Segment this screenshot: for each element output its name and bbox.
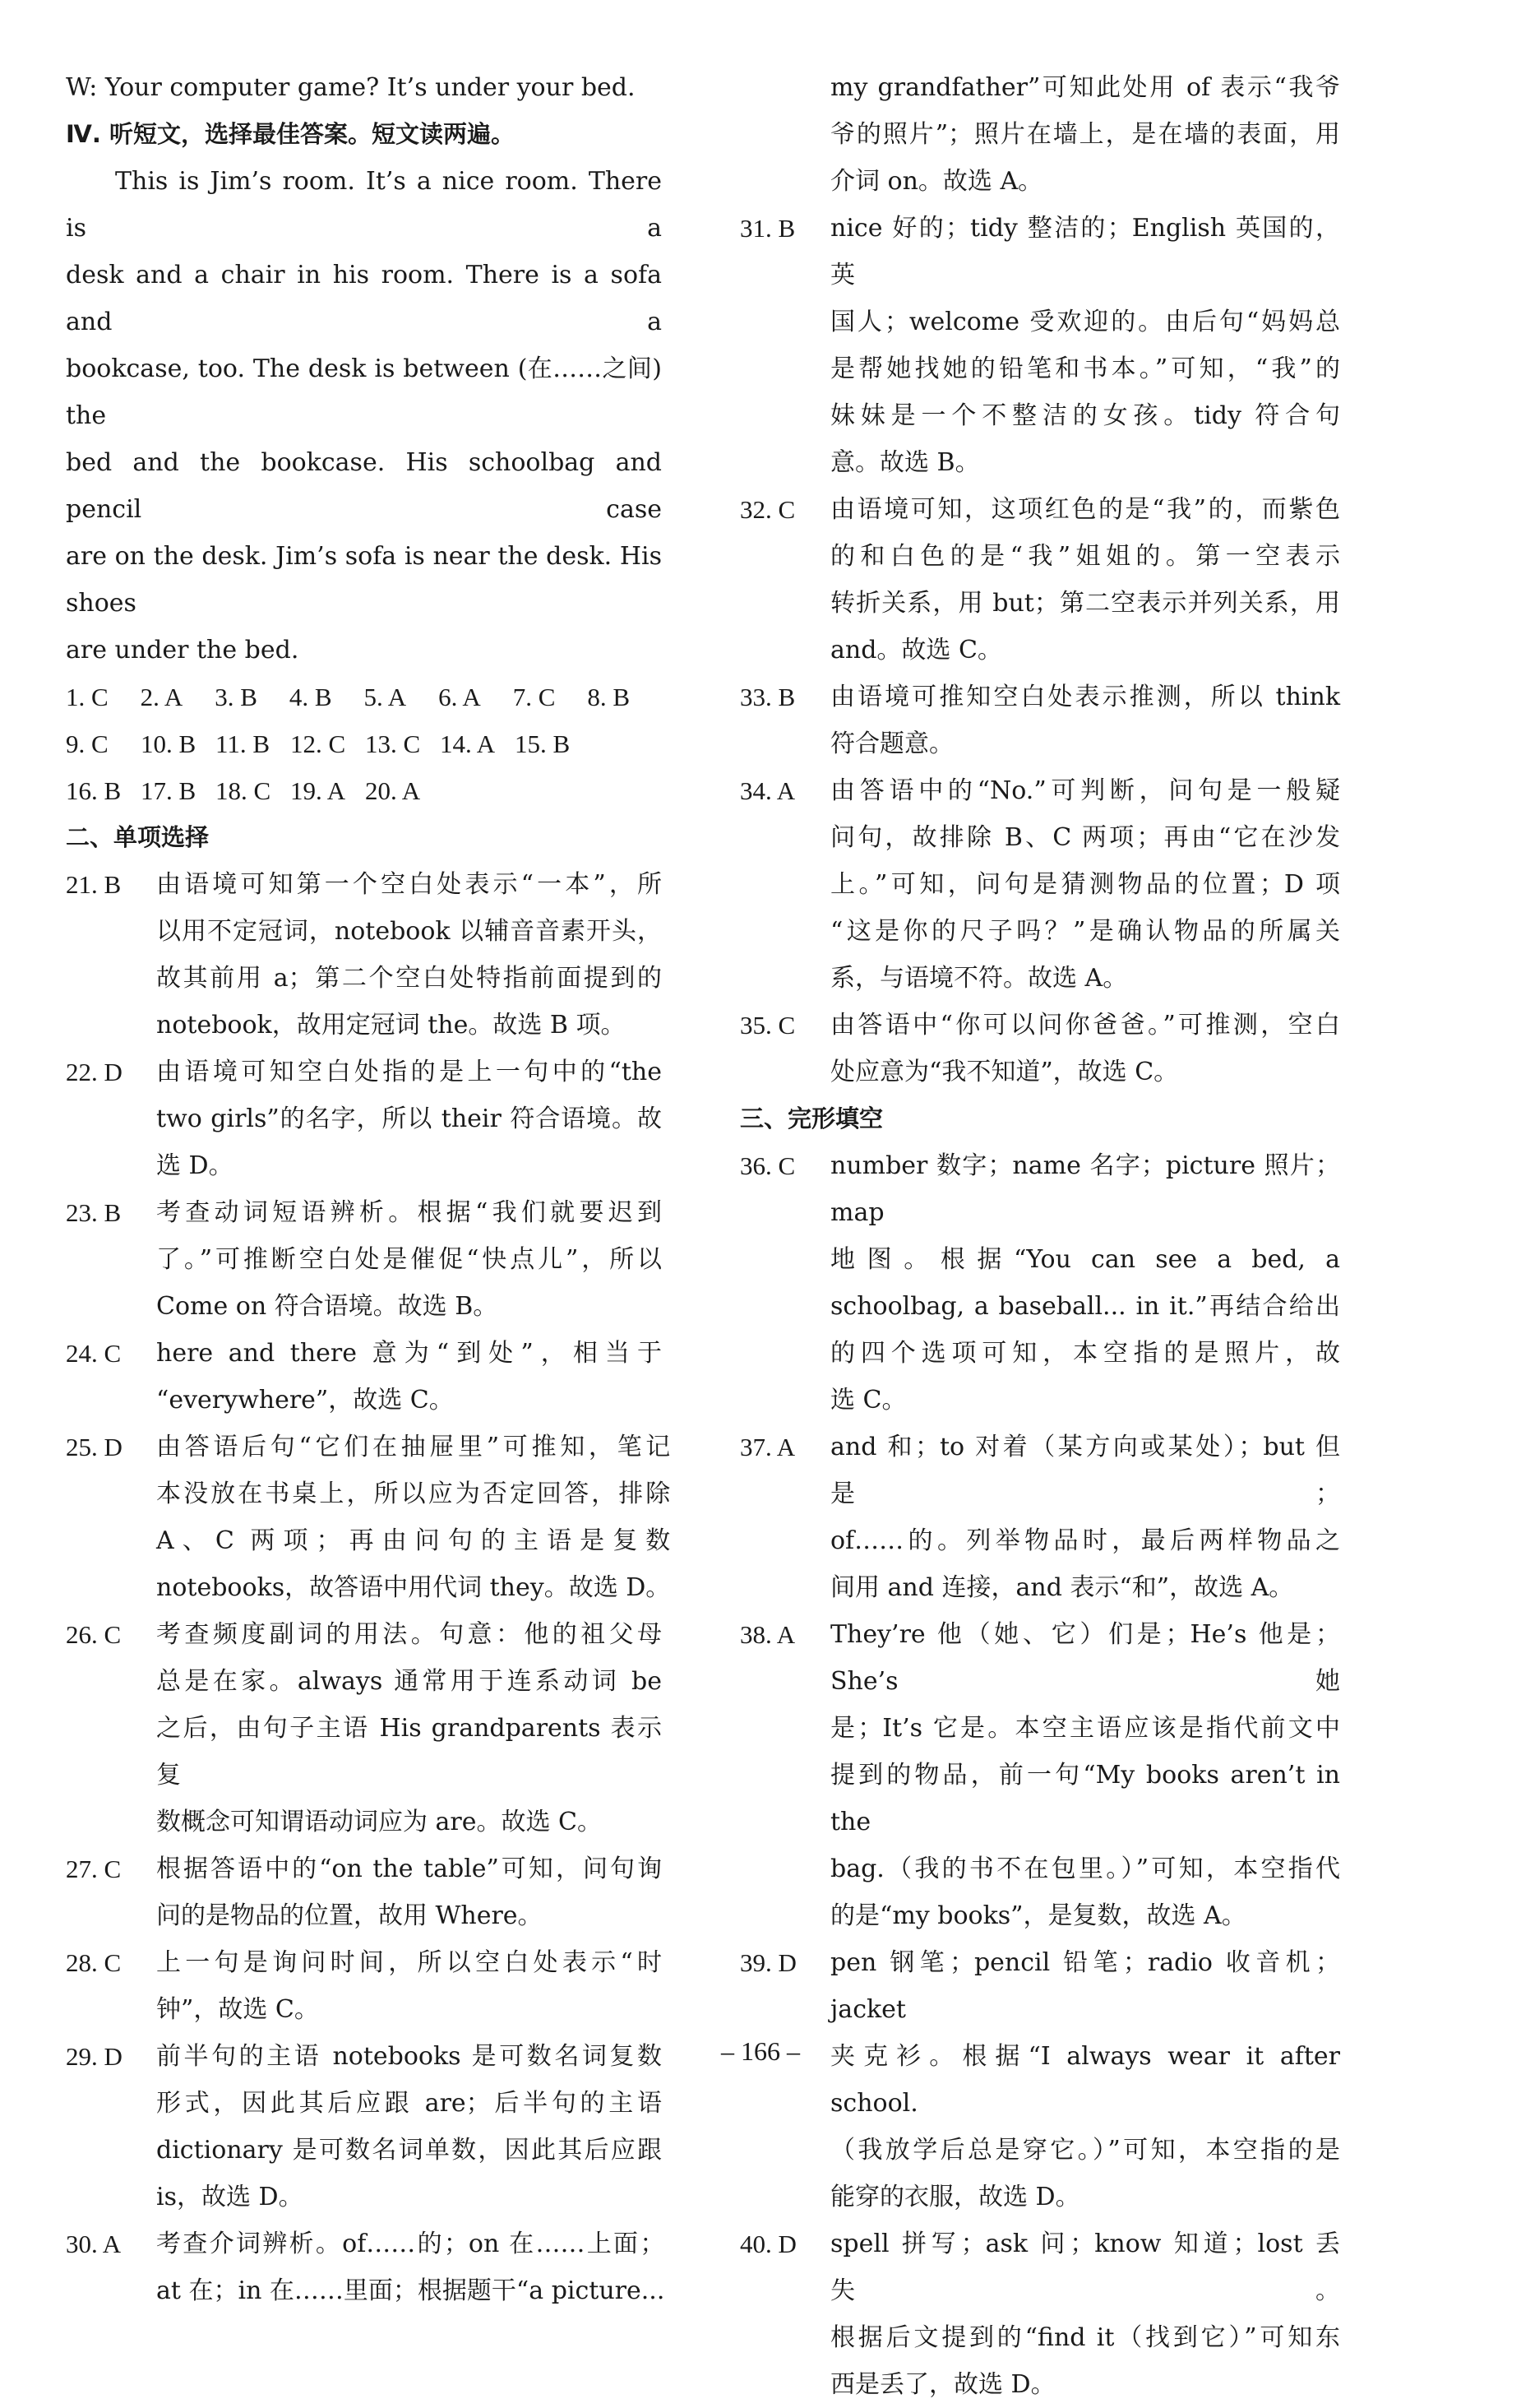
item-line: 本没放在书桌上，所以应为否定回答，排除: [156, 1480, 671, 1508]
item-line: two girls”的名字，所以 their 符合语境。故: [156, 1104, 662, 1133]
item-line: 由语境可推知空白处表示推测，所以 think: [830, 683, 1340, 711]
answer-row: [66, 720, 662, 767]
item-line: 由语境可知空白处指的是上一句中的“the: [156, 1058, 662, 1086]
answer: 5. A: [363, 683, 407, 711]
answer: 19. A: [290, 776, 346, 805]
item-line: 的是“my books”，是复数，故选 A。: [830, 1901, 1246, 1930]
explanation-item: [66, 1189, 662, 1330]
item-line: 是；It’s 它是。本空主语应该是指代前文中: [830, 1714, 1340, 1743]
answer: 17. B: [141, 776, 196, 805]
item-number: 38. A: [740, 1620, 796, 1649]
item-number: 35. C: [740, 1011, 796, 1040]
item-line: 了。”可推断空白处是催促“快点儿”，所以: [156, 1245, 662, 1274]
explanation-item: [66, 1049, 662, 1189]
passage-line: are on the desk. Jim’s sofa is near the desk. His shoes: [66, 542, 662, 618]
item-number: 34. A: [740, 776, 796, 805]
answer: 11. B: [215, 729, 270, 758]
explanation-item: [740, 2220, 1340, 2408]
item-number: 26. C: [66, 1620, 122, 1649]
explanation-item: [66, 2220, 665, 2314]
answer: 2. A: [140, 683, 183, 711]
answer-row: [66, 767, 662, 814]
item-line: “everywhere”，故选 C。: [156, 1386, 454, 1415]
item-line: 数概念可知谓语动词应为 are。故选 C。: [156, 1808, 603, 1836]
item-line: 地图。根据“You can see a bed, a: [830, 1245, 1340, 1274]
item-number: 21. B: [66, 870, 122, 899]
answer: 14. A: [440, 729, 496, 758]
answer: 12. C: [290, 729, 346, 758]
item-line: 提到的物品，前一句“My books aren’t in the: [830, 1761, 1340, 1836]
item-line: 介词 on。故选 A。: [830, 167, 1043, 196]
explanation-item: [740, 767, 1340, 1002]
item-line: 是帮她找她的铅笔和书本。”可知，“我”的: [830, 354, 1340, 383]
explanation-item: [740, 205, 1340, 486]
explanation-item: [740, 1611, 1340, 1939]
item-line: 考查频度副词的用法。句意：他的祖父母: [156, 1620, 662, 1649]
item-number: 27. C: [66, 1855, 122, 1883]
item-line: （我放学后总是穿它。）”可知，本空指的是: [830, 2136, 1340, 2165]
item-line: 转折关系，用 but；第二空表示并列关系，用: [830, 589, 1340, 618]
item-line: 间用 and 连接，and 表示“和”，故选 A。: [830, 1573, 1294, 1602]
item-line: Come on 符合语境。故选 B。: [156, 1292, 498, 1321]
answer: 13. C: [365, 729, 421, 758]
item-line: schoolbag, a baseball... in it.”再结合给出: [830, 1292, 1340, 1321]
explanation-item: [740, 1424, 1340, 1611]
item-line: 之后，由句子主语 His grandparents 表示复: [156, 1714, 662, 1790]
answer: 18. C: [215, 776, 271, 805]
item-line: 由语境可知第一个空白处表示“一本”，所: [156, 870, 662, 899]
item-number: 24. C: [66, 1339, 122, 1368]
item-line: bag.（我的书不在包里。）”可知，本空指代: [830, 1855, 1340, 1883]
item-line: 形式，因此其后应跟 are；后半句的主语: [156, 2089, 662, 2118]
explanation-item: [66, 1611, 662, 1845]
answer: 20. A: [365, 776, 421, 805]
item-line: 西是丢了，故选 D。: [830, 2370, 1056, 2399]
answer: 9. C: [66, 729, 109, 758]
explanation-item: [740, 1939, 1340, 2220]
item-line: 妹妹是一个不整洁的女孩。tidy 符合句: [830, 401, 1340, 430]
explanation-item: [66, 1330, 662, 1424]
item-number: 40. D: [740, 2230, 797, 2258]
explanation-item: [66, 1424, 671, 1611]
item-line: and 和；to 对着（某方向或某处）；but 但是；: [830, 1433, 1340, 1508]
item-line: 爷的照片”；照片在墙上，是在墙的表面，用: [830, 120, 1340, 149]
item-line: 意。故选 B。: [830, 448, 980, 477]
item-line: A、C 两项；再由问句的主语是复数: [156, 1526, 671, 1555]
section-2-heading: 二、单项选择: [66, 823, 210, 851]
explanation-item: [66, 861, 662, 1049]
item-line: is，故选 D。: [156, 2183, 303, 2211]
item-line: 以用不定冠词，notebook 以辅音音素开头，: [156, 917, 662, 946]
item-line: 考查动词短语辨析。根据“我们就要迟到: [156, 1198, 662, 1227]
section-4-heading: Ⅳ. 听短文，选择最佳答案。短文读两遍。: [66, 120, 515, 148]
item-line: 前半句的主语 notebooks 是可数名词复数: [156, 2042, 662, 2071]
passage-line: are under the bed.: [66, 636, 299, 665]
passage-line: bookcase, too. The desk is between (在……之间) the: [66, 354, 662, 430]
item-line: spell 拼写；ask 问；know 知道；lost 丢失。: [830, 2230, 1340, 2305]
item-line: 由答语后句“它们在抽屉里”可推知，笔记: [156, 1433, 671, 1461]
item-number: 25. D: [66, 1433, 123, 1461]
item-number: 39. D: [740, 1948, 797, 1977]
item-number: 28. C: [66, 1948, 122, 1977]
item-line: and。故选 C。: [830, 636, 1002, 665]
answer: 7. C: [512, 683, 556, 711]
item-line: 总是在家。always 通常用于连系动词 be: [156, 1667, 662, 1696]
item-line: 符合题意。: [830, 729, 954, 758]
item-line: my grandfather”可知此处用 of 表示“我爷: [830, 73, 1340, 102]
left-column: [66, 64, 671, 2314]
item-line: 上。”可知，问句是猜测物品的位置；D 项: [830, 870, 1340, 899]
item-line: at 在；in 在……里面；根据题干“a picture...: [156, 2276, 665, 2305]
item-number: 22. D: [66, 1058, 123, 1086]
item-line: 夹克衫。根据“I always wear it after school.: [830, 2042, 1340, 2118]
item-number: 30. A: [66, 2230, 122, 2258]
explanation-item: [66, 1939, 662, 2033]
item-line: They’re 他（她、它）们是；He’s 他是；She’s 她: [830, 1620, 1340, 1696]
answer-key: [66, 674, 662, 814]
item-number: 33. B: [740, 683, 796, 711]
item-line: 的和白色的是“我”姐姐的。第一空表示: [830, 542, 1340, 571]
item-line: 问句，故排除 B、C 两项；再由“它在沙发: [830, 823, 1340, 852]
answer: 8. B: [587, 683, 631, 711]
explanation-item: [740, 1142, 1340, 1424]
item-line: 处应意为“我不知道”，故选 C。: [830, 1058, 1179, 1086]
item-line: of……的。列举物品时，最后两样物品之: [830, 1526, 1340, 1555]
explanation-item: [66, 1845, 662, 1939]
item-30-continuation: [740, 64, 1340, 205]
answer: 15. B: [515, 729, 571, 758]
answer: 16. B: [66, 776, 122, 805]
passage-line: bed and the bookcase. His schoolbag and pencil case: [66, 448, 662, 524]
item-line: nice 好的；tidy 整洁的；English 英国的，英: [830, 214, 1340, 289]
item-line: 选 C。: [830, 1386, 907, 1415]
item-number: 23. B: [66, 1198, 122, 1227]
item-line: 根据后文提到的“find it（找到它）”可知东: [830, 2323, 1340, 2352]
item-line: dictionary 是可数名词单数，因此其后应跟: [156, 2136, 662, 2165]
explanation-item: [740, 674, 1340, 767]
item-number: 31. B: [740, 214, 796, 243]
section-3-heading: 三、完形填空: [740, 1104, 884, 1132]
item-line: “这是你的尺子吗？”是确认物品的所属关: [830, 917, 1340, 946]
item-line: 由语境可知，这项红色的是“我”的，而紫色: [830, 495, 1340, 524]
answer: 1. C: [66, 683, 109, 711]
item-line: 故其前用 a；第二个空白处特指前面提到的: [156, 964, 662, 993]
passage-line: desk and a chair in his room. There is a sofa and a: [66, 261, 662, 336]
item-number: 36. C: [740, 1151, 796, 1180]
item-line: 由答语中“你可以问你爸爸。”可推测，空白: [830, 1011, 1340, 1040]
passage-line: This is Jim’s room. It’s a nice room. There is a: [66, 167, 662, 243]
item-line: 选 D。: [156, 1151, 233, 1180]
answer: 6. A: [438, 683, 481, 711]
item-line: 钟”，故选 C。: [156, 1995, 319, 2024]
item-line: 考查介词辨析。of……的；on 在……上面；: [156, 2230, 665, 2258]
item-line: 由答语中的“No.”可判断，问句是一般疑: [830, 776, 1340, 805]
dialog-line: W: Your computer game? It’s under your bed.: [66, 73, 636, 102]
item-number: 32. C: [740, 495, 796, 524]
page-number: – 166 –: [721, 2036, 800, 2066]
listening-passage: [66, 158, 662, 674]
explanation-item: [740, 486, 1340, 674]
item-line: notebooks，故答语中用代词 they。故选 D。: [156, 1573, 671, 1602]
item-line: 国人；welcome 受欢迎的。由后句“妈妈总: [830, 308, 1340, 336]
item-number: 29. D: [66, 2042, 123, 2071]
item-line: 系，与语境不符。故选 A。: [830, 964, 1128, 993]
item-line: number 数字；name 名字；picture 照片；map: [830, 1151, 1340, 1227]
explanation-item: [740, 1002, 1340, 1095]
answer: 10. B: [141, 729, 196, 758]
answer: 4. B: [289, 683, 332, 711]
item-number: 37. A: [740, 1433, 796, 1461]
item-line: notebook，故用定冠词 the。故选 B 项。: [156, 1011, 626, 1040]
item-line: 的四个选项可知，本空指的是照片，故: [830, 1339, 1340, 1368]
item-line: 上一句是询问时间，所以空白处表示“时: [156, 1948, 662, 1977]
item-line: 问的是物品的位置，故用 Where。: [156, 1901, 543, 1930]
item-line: pen 钢笔；pencil 铅笔；radio 收音机；jacket: [830, 1948, 1340, 2024]
item-line: 根据答语中的“on the table”可知，问句询: [156, 1855, 662, 1883]
item-line: 能穿的衣服，故选 D。: [830, 2183, 1080, 2211]
answer-row: [66, 674, 662, 720]
answer: 3. B: [215, 683, 257, 711]
item-line: here and there 意为“到处”，相当于: [156, 1339, 662, 1368]
